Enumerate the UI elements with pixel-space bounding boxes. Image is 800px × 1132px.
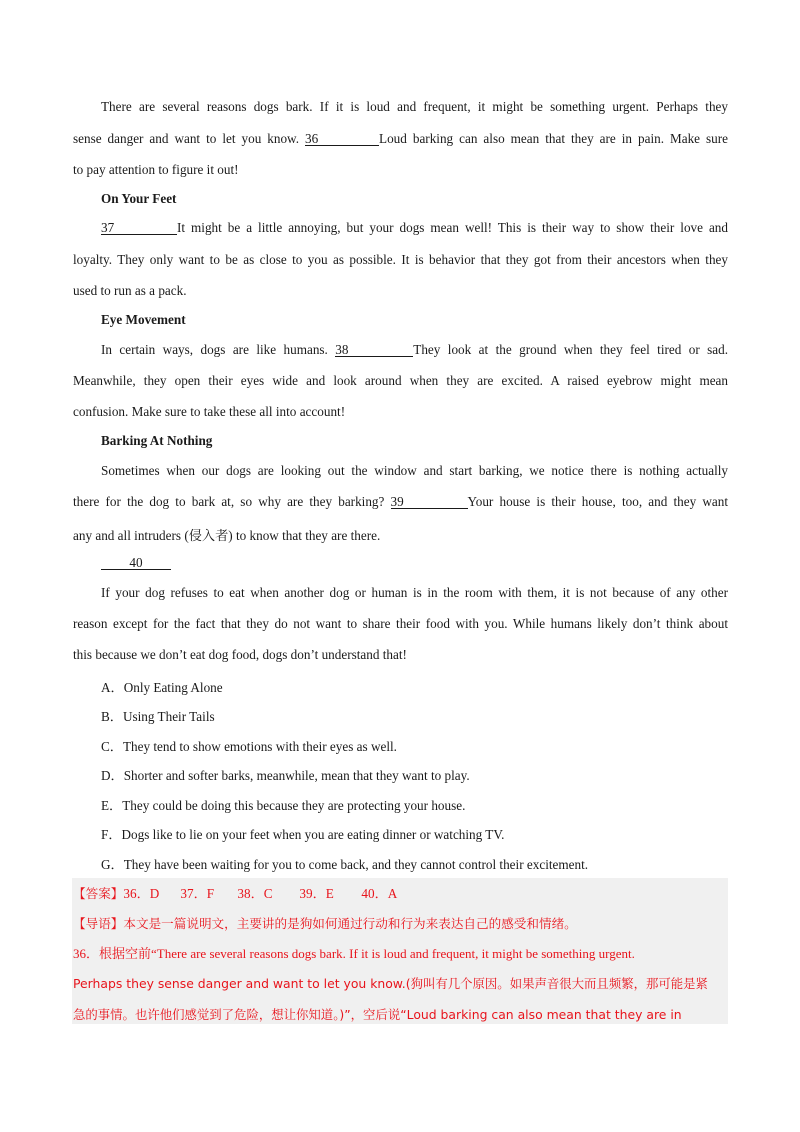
passage-line: In certain ways, dogs are like humans. 38 They look at the ground when they feel tired or sad. (101, 342, 729, 357)
answer-line (73, 883, 728, 902)
answer-39: 39．E (299, 886, 334, 901)
explanation-line: 急的事情。也许他们感觉到了危险，想让你知道。)”，空后说“Loud barking can also mean that they are in (73, 1007, 682, 1022)
section-heading: Eye Movement (101, 312, 186, 327)
blank-40: 40 (101, 556, 171, 570)
passage-line: Meanwhile, they open their eyes wide and look around when they are excited. A raised eyebrow might mean (73, 373, 728, 388)
answer-38: 38．C (237, 886, 273, 901)
option-f: F．Dogs like to lie on your feet when you are eating dinner or watching TV. (101, 827, 505, 842)
option-c: C．They tend to show emotions with their eyes as well. (101, 739, 397, 754)
blank-37: 37 (101, 221, 177, 235)
passage-line: loyalty. They only want to be as close to you as possible. It is behavior that they got from their ancestors when they (73, 252, 728, 267)
option-e: E．They could be doing this because they are protecting your house. (101, 798, 466, 813)
guide-label: 【导语】 (73, 916, 124, 931)
passage-line: there for the dog to bark at, so why are they barking? 39 Your house is their house, too, and they want (73, 494, 728, 509)
option-a: A．Only Eating Alone (101, 680, 223, 695)
passage-line: sense danger and want to let you know. 36 Loud barking can also mean that they are in pain. Make sure (73, 131, 728, 146)
blank-38: 38 (335, 343, 413, 357)
passage-line: any and all intruders (侵入者) to know that they are there. (73, 528, 381, 543)
answer-36: 36．D (123, 886, 160, 901)
passage-line: this because we don’t eat dog food, dogs don’t understand that! (73, 647, 407, 662)
section-heading: Barking At Nothing (101, 433, 213, 448)
passage-line: Sometimes when our dogs are looking out the window and start barking, we notice there is nothing actually (101, 463, 728, 478)
option-g: G．They have been waiting for you to come back, and they cannot control their excitement. (101, 857, 589, 872)
option-b: B．Using Their Tails (101, 709, 215, 724)
passage-line: confusion. Make sure to take these all into account! (73, 404, 346, 419)
passage-line: to pay attention to figure it out! (73, 162, 239, 177)
passage-line: If your dog refuses to eat when another dog or human is in the room with them, it is not because of any other (101, 585, 728, 600)
guide-text: 本文是一篇说明文，主要讲的是狗如何通过行动和行为来表达自己的感受和情绪。 (123, 916, 577, 931)
option-d: D．Shorter and softer barks, meanwhile, mean that they want to play. (101, 768, 470, 783)
passage-line: reason except for the fact that they do not want to share their food with you. While humans likely don’t think about (73, 616, 728, 631)
passage-line: 37 It might be a little annoying, but your dogs mean well! This is their way to show their love and (101, 220, 728, 235)
guide-line (73, 913, 728, 932)
answer-label: 【答案】 (73, 886, 124, 901)
answer-40: 40．A (361, 886, 398, 901)
section-heading (101, 555, 728, 571)
blank-39: 39 (391, 495, 468, 509)
answer-37: 37．F (180, 886, 215, 901)
section-heading: On Your Feet (101, 191, 177, 206)
blank-36: 36 (305, 132, 379, 146)
explanation-line: Perhaps they sense danger and want to let you know.(狗叫有几个原因。如果声音很大而且频繁，那可能是紧 (73, 976, 708, 991)
explanation-line: 36．根据空前“There are several reasons dogs bark. If it is loud and frequent, it might be something urgent. (73, 946, 635, 961)
passage-line: used to run as a pack. (73, 283, 187, 298)
passage-line: There are several reasons dogs bark. If it is loud and frequent, it might be something urgent. Perhaps they (101, 99, 728, 114)
